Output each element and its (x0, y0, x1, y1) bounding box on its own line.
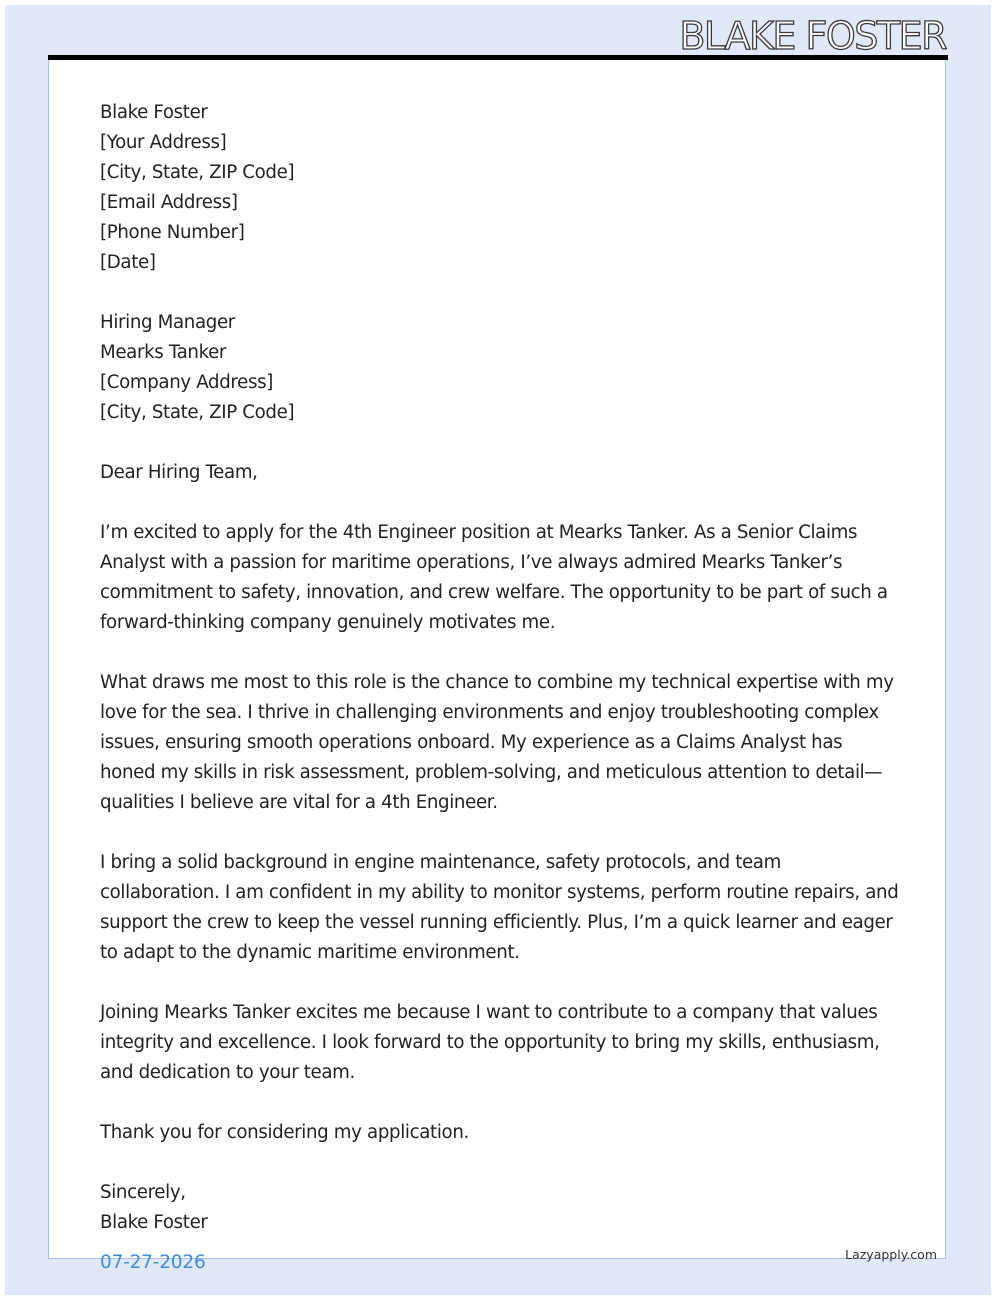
salutation: Dear Hiring Team, (100, 462, 258, 483)
sender-phone: [Phone Number] (100, 222, 245, 243)
header-name: BLAKE FOSTER (679, 14, 946, 58)
footer-date: 07-27-2026 (100, 1252, 206, 1273)
signature: Blake Foster (100, 1212, 208, 1233)
footer-site-credit: Lazyapply.com (845, 1247, 937, 1262)
sender-city-state-zip: [City, State, ZIP Code] (100, 162, 295, 183)
sender-email: [Email Address] (100, 192, 238, 213)
body-paragraph: Thank you for considering my application. (100, 1122, 469, 1143)
closing: Sincerely, (100, 1182, 186, 1203)
recipient-title: Hiring Manager (100, 312, 235, 333)
recipient-city-state-zip: [City, State, ZIP Code] (100, 402, 295, 423)
recipient-address: [Company Address] (100, 372, 273, 393)
body-paragraph: I bring a solid background in engine maintenance, safety protocols, and team collaboration. I am confident in my ability to monitor systems, perform routine repairs, and support the crew to keep the vessel running efficiently. Plus, I’m a quick learner and eager to adapt to the dynamic maritime environment. (100, 852, 899, 963)
sender-name: Blake Foster (100, 102, 208, 123)
recipient-company: Mearks Tanker (100, 342, 227, 363)
body-paragraph: I’m excited to apply for the 4th Engineer position at Mearks Tanker. As a Senior Claims Analyst with a passion for maritime operations, I’ve always admired Mearks Tanker’s commitment to safety, innovation, and crew welfare. The opportunity to be part of such a forward-thinking company genuinely motivates me. (100, 522, 888, 633)
body-paragraph: What draws me most to this role is the chance to combine my technical expertise with my love for the sea. I thrive in challenging environments and enjoy troubleshooting complex issues, ensuring smooth operations onboard. My experience as a Claims Analyst has honed my skills in risk assessment, problem-solving, and meticulous attention to detail—qualities I believe are vital for a 4th Engineer. (100, 672, 894, 813)
recipient-block (100, 308, 900, 428)
body-paragraph: Joining Mearks Tanker excites me because I want to contribute to a company that values integrity and excellence. I look forward to the opportunity to bring my skills, enthusiasm, and dedication to your team. (100, 1002, 880, 1083)
sender-block (100, 98, 900, 278)
sender-date: [Date] (100, 252, 156, 273)
sender-address: [Your Address] (100, 132, 227, 153)
cover-letter (100, 98, 900, 1238)
